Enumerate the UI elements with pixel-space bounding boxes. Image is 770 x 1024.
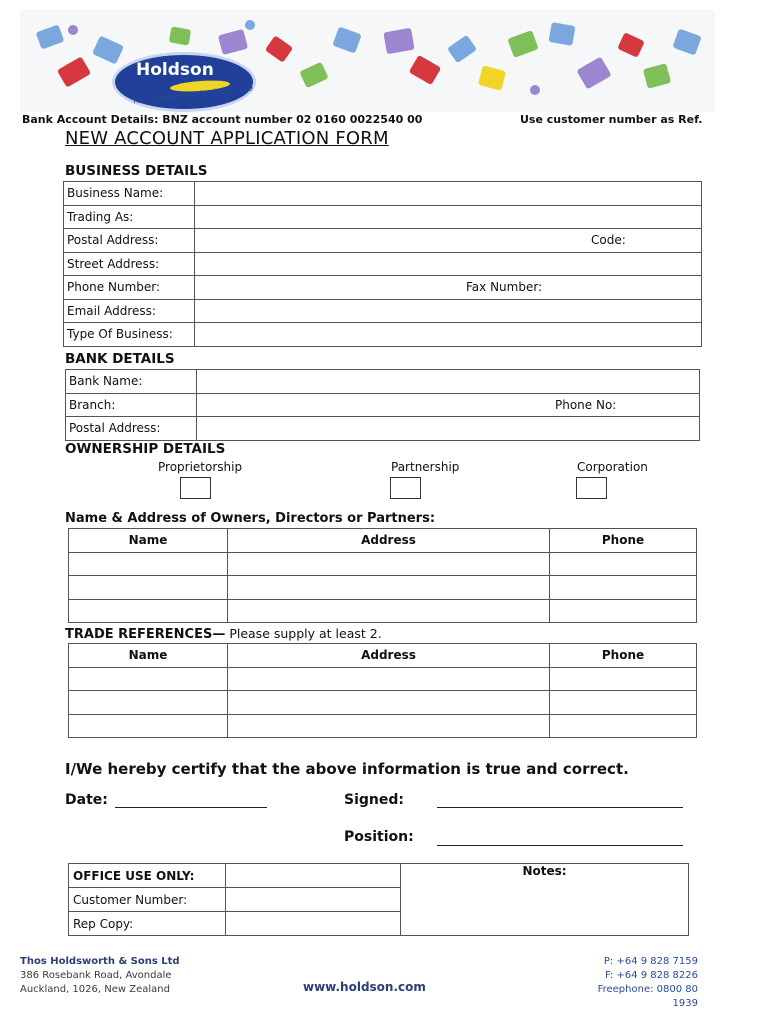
- trade-col-address: Address: [228, 644, 550, 668]
- street-address-label: Street Address:: [64, 252, 195, 276]
- owner-phone-cell[interactable]: [550, 576, 697, 600]
- footer-company-block: [20, 955, 180, 997]
- owner-phone-cell[interactable]: [550, 552, 697, 576]
- code-label: Code:: [591, 233, 626, 247]
- owners-col-phone: Phone: [550, 529, 697, 553]
- trade-address-cell[interactable]: [228, 691, 550, 715]
- corporation-checkbox[interactable]: [576, 477, 607, 499]
- owner-address-cell[interactable]: [228, 576, 550, 600]
- proprietorship-checkbox[interactable]: [180, 477, 211, 499]
- trade-address-cell[interactable]: [228, 667, 550, 691]
- owners-col-address: Address: [228, 529, 550, 553]
- phone-number-label: Phone Number:: [64, 276, 195, 300]
- bank-postal-address-label: Postal Address:: [66, 417, 197, 441]
- table-row: [69, 599, 697, 623]
- certification-statement: I/We hereby certify that the above information is true and correct.: [65, 760, 629, 778]
- bank-details-heading: BANK DETAILS: [65, 351, 175, 367]
- customer-number-label: Customer Number:: [69, 888, 226, 912]
- office-use-heading-field[interactable]: [226, 864, 401, 888]
- postal-address-field[interactable]: [195, 229, 702, 253]
- trade-col-phone: Phone: [550, 644, 697, 668]
- business-details-table: [63, 181, 702, 347]
- owners-heading: Name & Address of Owners, Directors or Partners:: [65, 511, 436, 526]
- owner-address-cell[interactable]: [228, 599, 550, 623]
- position-line[interactable]: [437, 844, 683, 846]
- business-name-label: Business Name:: [64, 182, 195, 206]
- trade-references-title: TRADE REFERENCES: [65, 627, 213, 642]
- trade-references-note: Please supply at least 2.: [225, 626, 382, 641]
- bank-name-label: Bank Name:: [66, 370, 197, 394]
- table-row: [69, 576, 697, 600]
- footer-company: Thos Holdsworth & Sons Ltd: [20, 956, 180, 967]
- owners-table: [68, 528, 697, 623]
- date-label: Date:: [65, 792, 108, 808]
- branch-field[interactable]: [197, 393, 700, 417]
- rep-copy-field[interactable]: [226, 912, 401, 936]
- owner-name-cell[interactable]: [69, 552, 228, 576]
- footer-address-line-1: 386 Rosebank Road, Avondale: [20, 970, 172, 981]
- footer-contact-block: [570, 955, 698, 1011]
- date-line[interactable]: [115, 806, 267, 808]
- bank-postal-address-field[interactable]: [197, 417, 700, 441]
- email-address-field[interactable]: [195, 299, 702, 323]
- table-row: [69, 691, 697, 715]
- partnership-label: Partnership: [391, 460, 460, 474]
- bank-phone-label: Phone No:: [555, 397, 617, 412]
- branch-label: Branch:: [66, 393, 197, 417]
- trade-col-name: Name: [69, 644, 228, 668]
- trade-name-cell[interactable]: [69, 691, 228, 715]
- trade-phone-cell[interactable]: [550, 667, 697, 691]
- form-title: NEW ACCOUNT APPLICATION FORM: [65, 128, 389, 149]
- business-details-heading: BUSINESS DETAILS: [65, 163, 208, 179]
- logo-tagline: Your puzzle people since 1939: [131, 83, 254, 106]
- fax-number-label: Fax Number:: [466, 280, 543, 294]
- footer-website-link[interactable]: www.holdson.com: [303, 980, 426, 994]
- partnership-checkbox[interactable]: [390, 477, 421, 499]
- owner-phone-cell[interactable]: [550, 599, 697, 623]
- office-use-table: [68, 863, 689, 936]
- rep-copy-label: Rep Copy:: [69, 912, 226, 936]
- trade-references-table: [68, 643, 697, 738]
- customer-number-field[interactable]: [226, 888, 401, 912]
- footer-freephone: Freephone: 0800 80 1939: [597, 984, 698, 1009]
- business-name-field[interactable]: [195, 182, 702, 206]
- owner-address-cell[interactable]: [228, 552, 550, 576]
- office-use-heading: OFFICE USE ONLY:: [69, 864, 226, 888]
- ownership-details-heading: OWNERSHIP DETAILS: [65, 441, 226, 457]
- footer-phone: P: +64 9 828 7159: [603, 956, 698, 967]
- notes-label: Notes:: [522, 864, 567, 878]
- logo-text: Holdson: [136, 60, 214, 80]
- signed-label: Signed:: [344, 792, 404, 808]
- proprietorship-label: Proprietorship: [158, 460, 243, 474]
- postal-address-label: Postal Address:: [64, 229, 195, 253]
- bank-name-field[interactable]: [197, 370, 700, 394]
- trade-address-cell[interactable]: [228, 714, 550, 738]
- trade-references-dash: —: [212, 627, 226, 642]
- owners-col-name: Name: [69, 529, 228, 553]
- corporation-label: Corporation: [577, 460, 648, 474]
- bank-account-details: Bank Account Details: BNZ account number 02 0160 0022540 00: [22, 113, 423, 126]
- bank-details-table: [65, 369, 700, 441]
- trade-references-heading: [65, 626, 382, 642]
- owner-name-cell[interactable]: [69, 599, 228, 623]
- footer-address-line-2: Auckland, 1026, New Zealand: [20, 984, 170, 995]
- type-of-business-field[interactable]: [195, 323, 702, 347]
- table-row: [69, 667, 697, 691]
- type-of-business-label: Type Of Business:: [64, 323, 195, 347]
- trade-phone-cell[interactable]: [550, 691, 697, 715]
- email-address-label: Email Address:: [64, 299, 195, 323]
- footer-fax: F: +64 9 828 8226: [604, 970, 698, 981]
- notes-cell[interactable]: [401, 864, 689, 936]
- owner-name-cell[interactable]: [69, 576, 228, 600]
- trade-name-cell[interactable]: [69, 667, 228, 691]
- reference-note: Use customer number as Ref.: [520, 113, 703, 126]
- trading-as-field[interactable]: [195, 205, 702, 229]
- trade-name-cell[interactable]: [69, 714, 228, 738]
- header-banner: [20, 10, 715, 112]
- table-row: [69, 552, 697, 576]
- trade-phone-cell[interactable]: [550, 714, 697, 738]
- street-address-field[interactable]: [195, 252, 702, 276]
- phone-number-field[interactable]: [195, 276, 702, 300]
- signature-line[interactable]: [437, 806, 683, 808]
- position-label: Position:: [344, 829, 414, 845]
- trading-as-label: Trading As:: [64, 205, 195, 229]
- table-row: [69, 714, 697, 738]
